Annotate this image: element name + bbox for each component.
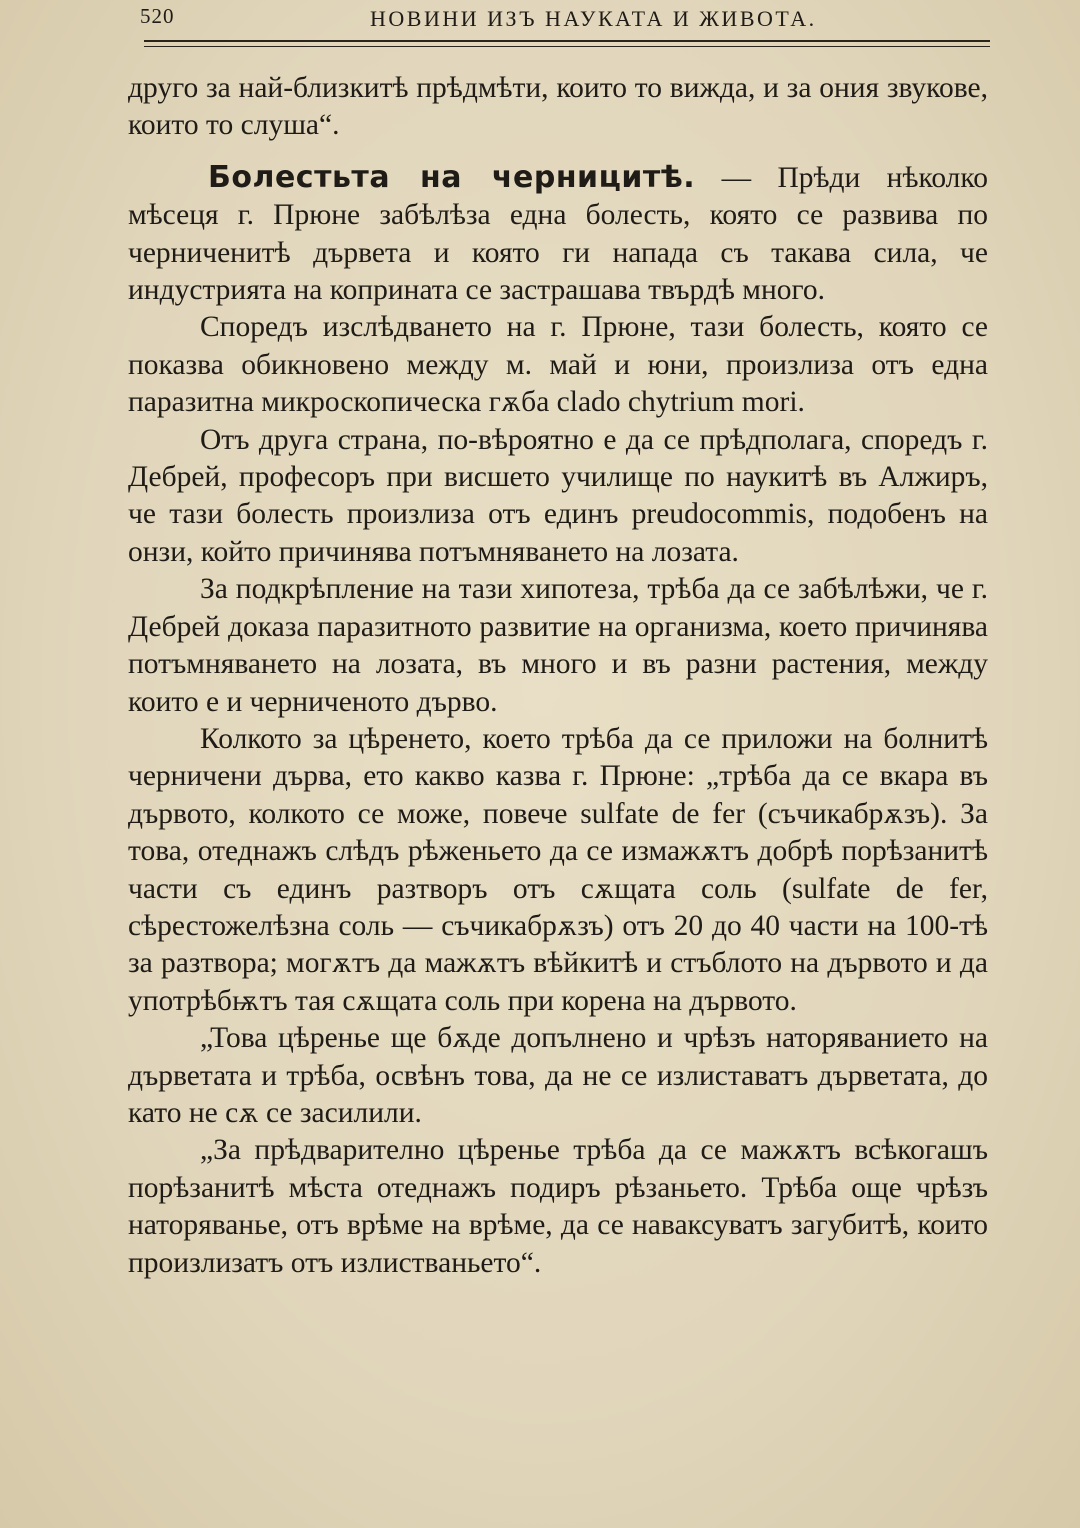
header-rule — [144, 40, 990, 42]
page-number: 520 — [140, 4, 175, 28]
article-paragraph: „Това цѣренье ще бѫде допълнено и чрѣзъ наторяванието на дърветата и трѣба, освѣнъ това, да не се излиставатъ дърветата, до като не сѫ се засилили. — [128, 1022, 988, 1129]
page-header — [130, 0, 990, 46]
article-paragraph: „За прѣдварително цѣренье трѣба да се мажѫтъ всѣкогашъ порѣзанитѣ мѣста отеднажъ подиръ рѣзаньето. Трѣба още чрѣзъ наторяванье, отъ врѣме на врѣме, да се наваксуватъ загубитѣ, които произлизатъ отъ излистваньето“. — [128, 1134, 988, 1279]
article-heading: Болестьта на черницитѣ. — [208, 159, 696, 195]
running-title: НОВИНИ ИЗЪ НАУКАТА И ЖИВОТА. — [370, 6, 817, 31]
article-intro-text: — Прѣди нѣколко мѣсеця г. Прюне забѣлѣза една болесть, която се развива по черниченитѣ дървета и която ги напада съ такава сила, че индустрията на коприната се застрашава твърдѣ много. — [128, 161, 988, 307]
article-paragraph: Колкото за цѣренето, което трѣба да се приложи на болнитѣ черничени дърва, ето какво казва г. Прюне: „трѣба да се вкара въ дървото, колкото се може, повече sulfate de fer (съчикабрѫзъ). За това, отеднажъ слѣдъ рѣженьето да се измажѫтъ добрѣ порѣзанитѣ части съ единъ разтворъ отъ сѫщата соль (sulfate de fer, сѣрестожелѣзна соль — съчикабрѫзъ) отъ 20 до 40 части на 100-тѣ за разтвора; могѫтъ да мажѫтъ вѣйкитѣ и стъблото на дървото и да употрѣбѭтъ тая сѫщата соль при корена на дървото. — [128, 722, 988, 1017]
article-body — [128, 70, 988, 1282]
article-paragraph: За подкрѣпление на тази хипотеза, трѣба да се забѣлѣжи, че г. Дебрей доказа паразитното развитие на организма, което причинява потъмняването на лозата, въ много и въ разни растения, между които е и черниченото дърво. — [128, 573, 988, 718]
article-intro-paragraph — [128, 159, 988, 310]
article-paragraph: Отъ друга страна, по-вѣроятно е да се прѣдполага, споредъ г. Дебрей, професоръ при висшето училище по наукитѣ въ Алжиръ, че тази болесть произлиза отъ единъ preudocommis, подобенъ на онзи, който причинява потъмняването на лозата. — [128, 423, 988, 568]
article-paragraph: Споредъ изслѣдването на г. Прюне, тази болесть, която се показва обикновено между м. май и юни, произлиза отъ една паразитна микроскопическа гѫба clado chytrium mori. — [128, 311, 988, 419]
header-rule-thin — [144, 46, 990, 47]
continued-paragraph: друго за най-близкитѣ прѣдмѣти, които то вижда, и за ония звукове, които то слуша“. — [128, 72, 988, 142]
